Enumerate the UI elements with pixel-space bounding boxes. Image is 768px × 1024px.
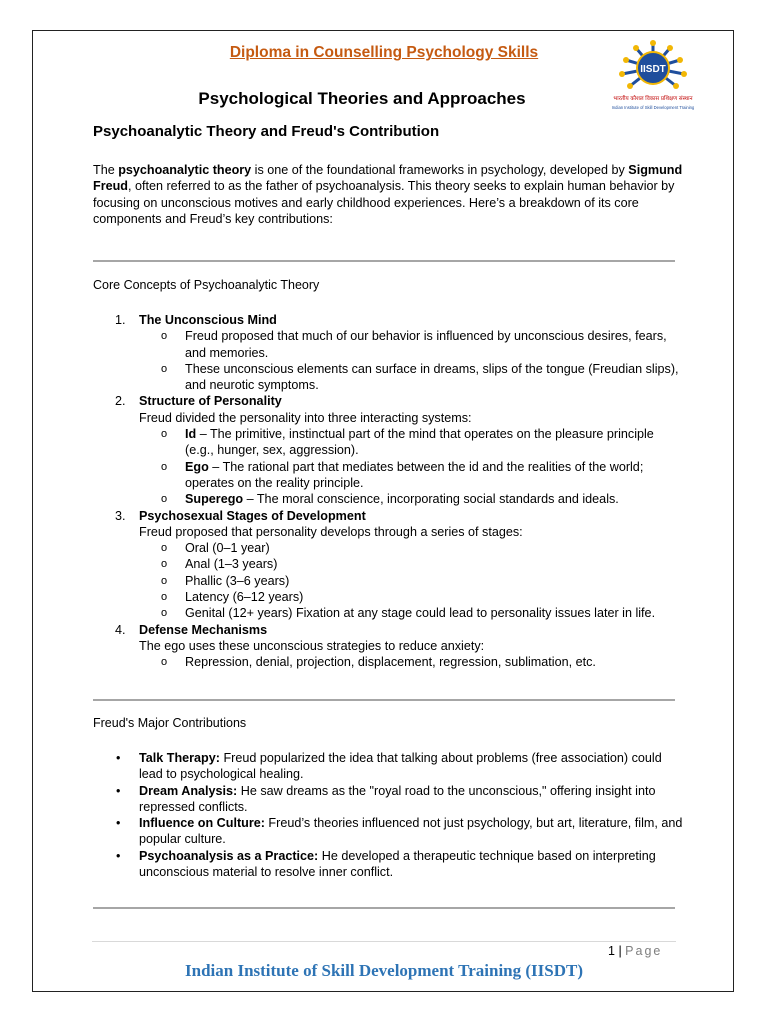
contributions-heading: Freud's Major Contributions [93,716,247,730]
svg-text:IISDT: IISDT [640,64,666,75]
list-item: • Psychoanalysis as a Practice: He developed a therapeutic technique based on interpreting unconscious material to resolve inner conflict. [116,848,656,880]
svg-text:Indian Institute of Skill Deve: Indian Institute of Skill Development Training [612,105,694,110]
sub-list-item: o Anal (1–3 years) [161,557,278,572]
circle-bullet-icon: o [161,493,168,506]
circle-bullet-icon: o [161,460,168,473]
circle-bullet-icon: o [161,656,168,669]
sub-list-item: o Freud proposed that much of our behavior is influenced by unconscious desires, fears, and memories. [161,329,667,360]
divider-1 [93,260,675,262]
list-item: 1. The Unconscious Mind [115,313,277,327]
sub-list-item: o These unconscious elements can surface in dreams, slips of the tongue (Freudian slips), and neurotic symptoms. [161,361,679,393]
bullet-icon: • [116,783,121,798]
core-concepts-list [93,312,683,671]
circle-bullet-icon: o [161,607,168,620]
sub-list-item: o Repression, denial, projection, displacement, regression, sublimation, etc. [161,655,596,670]
list-item: 3. Psychosexual Stages of Development Freud proposed that personality develops through a series of stages: [115,508,523,539]
bullet-icon: • [116,816,121,831]
svg-text:भारतीय कौशल विकास प्रशिक्षण सं: भारतीय कौशल विकास प्रशिक्षण संस्थान [613,96,693,102]
list-item: • Dream Analysis: He saw dreams as the "royal road to the unconscious," offering insight into repressed conflicts. [116,783,656,814]
circle-bullet-icon: o [161,428,168,441]
divider-3 [93,907,675,909]
sub-list-item: o Phallic (3–6 years) [161,573,290,588]
contributions-list [93,750,683,880]
core-concepts-heading: Core Concepts of Psychoanalytic Theory [93,278,320,292]
circle-bullet-icon: o [161,591,168,604]
section-heading: Psychoanalytic Theory and Freud's Contribution [93,123,440,140]
document-title: Psychological Theories and Approaches [198,89,526,108]
sub-list-item: o Genital (12+ years) Fixation at any stage could lead to personality issues later in life. [161,606,656,621]
sub-list-item: o Oral (0–1 year) [161,541,270,556]
bullet-icon: • [116,848,121,863]
footer-organization: Indian Institute of Skill Development Training (IISDT) [185,961,583,980]
divider-2 [93,699,675,701]
sub-list-item: o Id – The primitive, instinctual part of the mind that operates on the pleasure principle (e.g., hunger, sex, aggression). [161,427,654,458]
circle-bullet-icon: o [161,542,168,555]
circle-bullet-icon: o [161,558,168,571]
list-item: • Influence on Culture: Freud’s theories influenced not just psychology, but art, literature, film, and popular culture. [116,816,683,847]
sub-list-item: o Ego – The rational part that mediates between the id and the realities of the world; operates on the reality principle. [161,459,644,490]
circle-bullet-icon: o [161,362,168,375]
course-title: Diploma in Counselling Psychology Skills [229,44,539,61]
list-item: 4. Defense Mechanisms The ego uses these unconscious strategies to reduce anxiety: [115,622,485,653]
circle-bullet-icon: o [161,574,168,587]
circle-bullet-icon: o [161,330,168,343]
sub-list-item: o Superego – The moral conscience, incorporating social standards and ideals. [161,492,619,507]
bullet-icon: • [116,751,121,765]
sub-list-item: o Latency (6–12 years) [161,590,304,605]
list-item: • Talk Therapy: Freud popularized the idea that talking about problems (free association) could lead to psychological healing. [116,751,662,782]
list-item: 2. Structure of Personality Freud divided the personality into three interacting systems: [115,394,472,425]
footer-divider [92,941,676,942]
page-number: 1 | Page [608,944,663,958]
intro-paragraph: The psychoanalytic theory is one of the foundational frameworks in psychology, developed by Sigmund Freud, often referred to as the father of psychoanalysis. This theory seeks to explain human behavior by focusing on unconscious motives and early childhood experiences. Here’s a breakdown of its core components and Freud’s key contributions: [93,163,683,226]
